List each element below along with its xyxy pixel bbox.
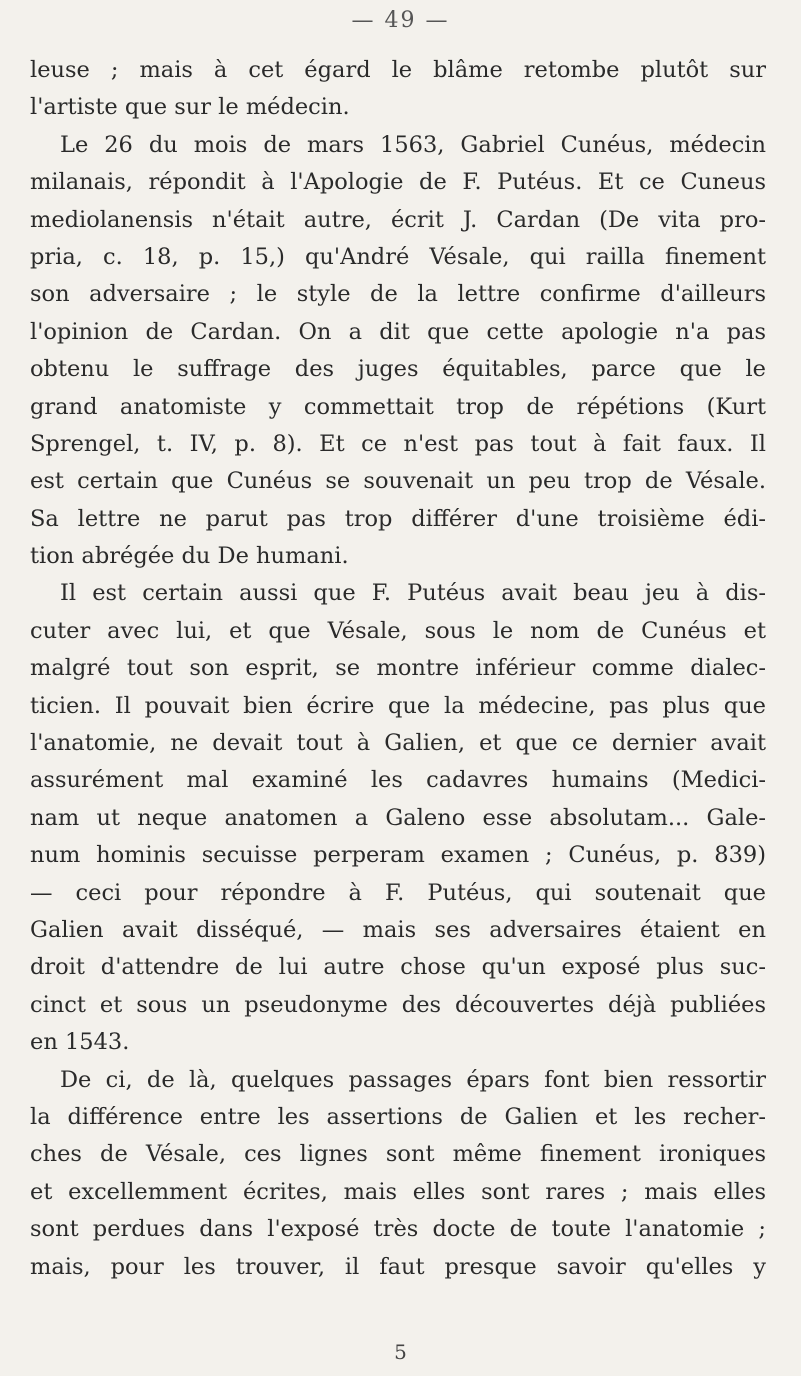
text-line: pria, c. 18, p. 15,) qu'André Vésale, qui railla finement [30,243,766,270]
text-line: milanais, répondit à l'Apologie de F. Putéus. Et ce Cuneus [30,169,766,196]
text-line: l'anatomie, ne devait tout à Galien, et que ce dernier avait [30,730,766,757]
page-number: — 49 — [351,8,450,33]
text-line: la différence entre les assertions de Galien et les recher- [30,1103,766,1130]
text-line: num hominis secuisse perperam examen ; Cunéus, p. 839) [30,842,766,869]
text-line: Galien avait disséqué, — mais ses adversaires étaient en [30,916,766,943]
text-line: cuter avec lui, et que Vésale, sous le nom de Cunéus et [30,617,766,644]
text-line: et excellemment écrites, mais elles sont rares ; mais elles [30,1178,766,1205]
text-line: Le 26 du mois de mars 1563, Gabriel Cunéus, médecin [60,131,766,158]
text-line: cinct et sous un pseudonyme des découvertes déjà publiées [30,991,766,1018]
body-text [30,52,766,1286]
text-line: mediolanensis n'était autre, écrit J. Cardan (De vita pro- [30,206,766,233]
text-line: malgré tout son esprit, se montre inférieur comme dialec- [30,655,766,682]
text-line: nam ut neque anatomen a Galeno esse absolutam... Gale- [30,804,766,831]
text-line: grand anatomiste y commettait trop de répétions (Kurt [30,393,766,420]
text-line: Sa lettre ne parut pas trop différer d'une troisième édi- [30,505,766,532]
text-line: en 1543. [30,1029,130,1056]
text-line: Sprengel, t. IV, p. 8). Et ce n'est pas tout à fait faux. Il [30,430,766,457]
text-line: tion abrégée du De humani. [30,543,349,570]
text-line: ches de Vésale, ces lignes sont même finement ironiques [30,1141,766,1168]
text-line: son adversaire ; le style de la lettre confirme d'ailleurs [30,281,766,308]
text-line: mais, pour les trouver, il faut presque savoir qu'elles y [30,1253,766,1280]
text-line: l'artiste que sur le médecin. [30,94,350,121]
text-line: Il est certain aussi que F. Putéus avait beau jeu à dis- [60,580,766,607]
text-line: — ceci pour répondre à F. Putéus, qui soutenait que [30,879,766,906]
text-line: est certain que Cunéus se souvenait un peu trop de Vésale. [30,468,766,495]
text-line: droit d'attendre de lui autre chose qu'un exposé plus suc- [30,954,766,981]
text-line: obtenu le suffrage des juges équitables, parce que le [30,356,766,383]
text-line: sont perdues dans l'exposé très docte de toute l'anatomie ; [30,1216,766,1243]
text-line: De ci, de là, quelques passages épars font bien ressortir [60,1066,766,1093]
text-line: l'opinion de Cardan. On a dit que cette apologie n'a pas [30,318,766,345]
text-line: assurément mal examiné les cadavres humains (Medici- [30,767,766,794]
text-line: leuse ; mais à cet égard le blâme retombe plutôt sur [30,57,766,83]
text-line: ticien. Il pouvait bien écrire que la médecine, pas plus que [30,692,766,719]
signature-mark: 5 [394,1340,407,1364]
